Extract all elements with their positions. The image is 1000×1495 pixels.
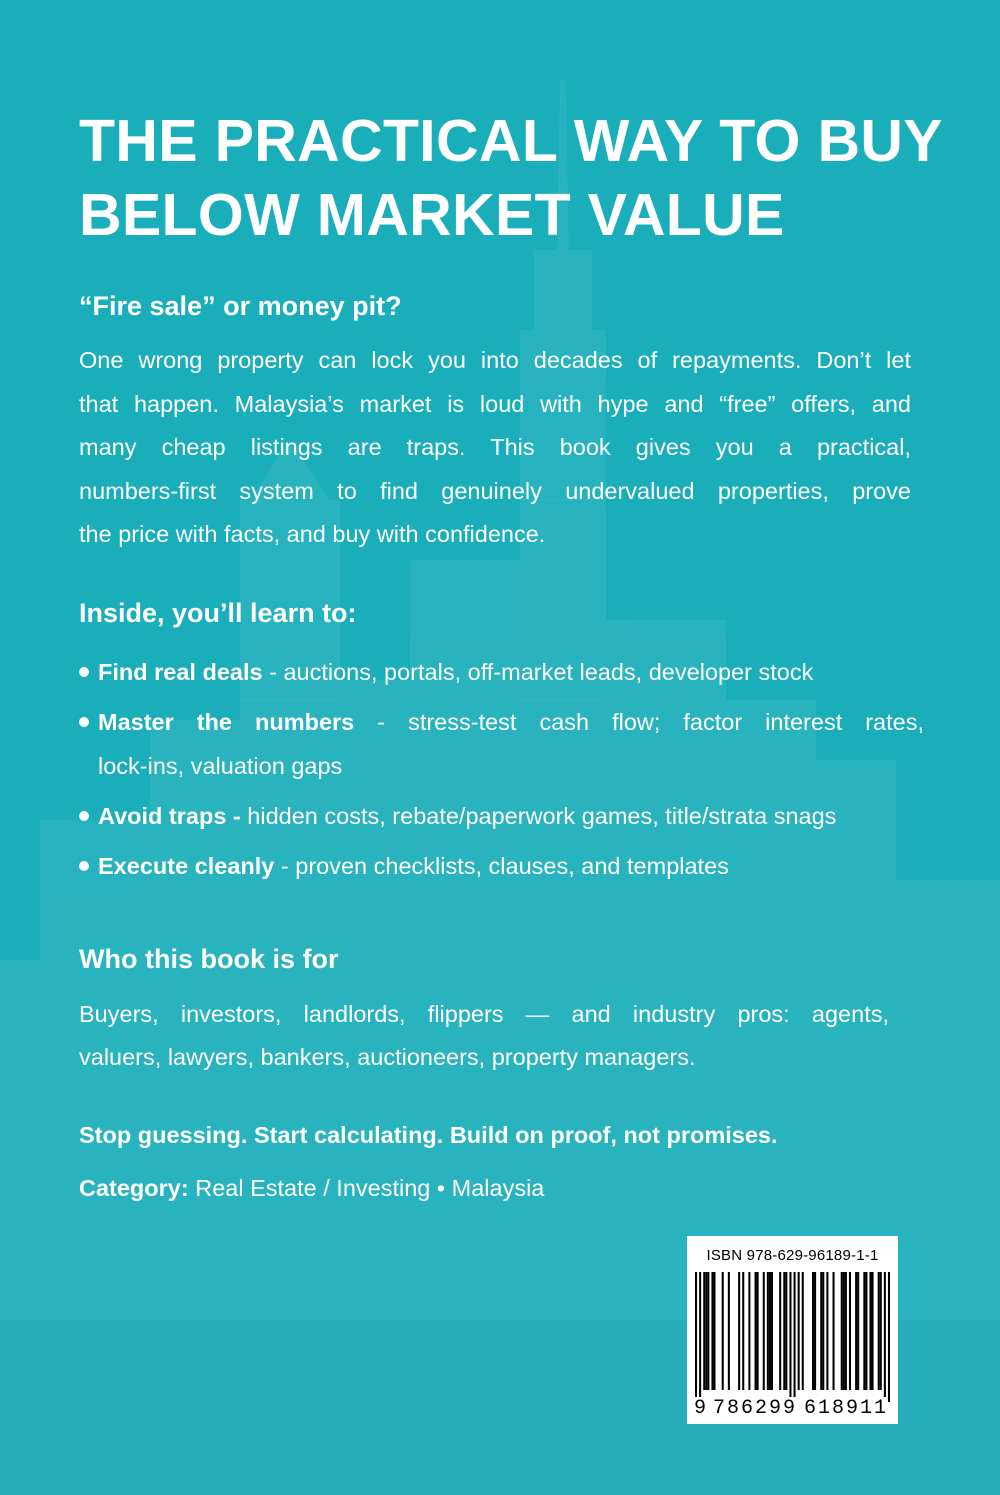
category-value: Real Estate / Investing • Malaysia bbox=[188, 1175, 545, 1201]
hook-heading: “Fire sale” or money pit? bbox=[79, 291, 402, 321]
list-item bbox=[79, 794, 924, 838]
headline-line: THE PRACTICAL WAY TO BUY bbox=[79, 108, 943, 174]
barcode-bar bbox=[763, 1272, 765, 1390]
barcode-bar bbox=[880, 1272, 882, 1390]
inside-heading: Inside, you’ll learn to: bbox=[79, 598, 357, 628]
barcode-bar bbox=[703, 1272, 705, 1390]
barcode-bar bbox=[888, 1272, 890, 1402]
tagline: Stop guessing. Start calculating. Build on proof, not promises. bbox=[79, 1122, 778, 1148]
barcode-bar bbox=[849, 1272, 851, 1390]
bullet-text: hidden costs, rebate/paperwork games, title/strata snags bbox=[240, 803, 837, 829]
category-line bbox=[79, 1172, 544, 1204]
barcode-bar bbox=[812, 1272, 814, 1390]
audience-line: Buyers, investors, landlords, flippers — and industry pros: agents, bbox=[79, 1001, 889, 1027]
bullet-bold: Master the numbers bbox=[98, 709, 355, 735]
barcode-digit: 1 bbox=[818, 1397, 831, 1420]
list-item bbox=[79, 844, 924, 888]
barcode-digit: 6 bbox=[804, 1397, 817, 1420]
intro-line: that happen. Malaysia’s market is loud with hype and “free” offers, and bbox=[79, 390, 911, 417]
barcode-digit: 2 bbox=[755, 1397, 768, 1420]
barcode-bar bbox=[798, 1272, 800, 1390]
intro-line: many cheap listings are traps. This book gives you a practical, bbox=[79, 434, 911, 461]
barcode-bar bbox=[713, 1272, 715, 1390]
barcode-bar bbox=[872, 1272, 874, 1390]
bullet-bold: Avoid traps - bbox=[98, 803, 241, 829]
barcode-bar bbox=[767, 1272, 769, 1390]
cover-headline bbox=[79, 104, 943, 252]
bullet-dot-icon bbox=[79, 667, 89, 677]
barcode-bar bbox=[845, 1272, 847, 1390]
barcode-bar bbox=[755, 1272, 757, 1390]
barcode-bar bbox=[779, 1272, 781, 1390]
barcode-bar bbox=[826, 1272, 828, 1390]
barcode-bar bbox=[711, 1272, 713, 1390]
barcode-bar bbox=[695, 1272, 697, 1402]
barcode-digit: 9 bbox=[846, 1397, 859, 1420]
barcode-bar bbox=[771, 1272, 773, 1390]
intro-paragraph bbox=[79, 339, 911, 557]
barcode-bar bbox=[722, 1272, 724, 1390]
isbn-barcode bbox=[687, 1236, 898, 1424]
audience-heading: Who this book is for bbox=[79, 944, 339, 974]
list-item bbox=[79, 700, 924, 788]
barcode-bar bbox=[748, 1272, 750, 1390]
bullet-bold: Execute cleanly bbox=[98, 853, 275, 879]
barcode-digit: 9 bbox=[694, 1397, 707, 1420]
barcode-digit: 6 bbox=[741, 1397, 754, 1420]
barcode-bar bbox=[857, 1272, 859, 1390]
audience-line: valuers, lawyers, bankers, auctioneers, property managers. bbox=[79, 1044, 696, 1070]
barcode-bar bbox=[865, 1272, 867, 1390]
audience-paragraph bbox=[79, 993, 889, 1079]
barcode-bar bbox=[820, 1272, 822, 1390]
barcode-bar bbox=[822, 1272, 824, 1390]
barcode-digit: 8 bbox=[727, 1397, 740, 1420]
barcode-digit: 8 bbox=[832, 1397, 845, 1420]
intro-line: the price with facts, and buy with confidence. bbox=[79, 521, 546, 548]
bullet-text: - auctions, portals, off-market leads, developer stock bbox=[262, 659, 814, 685]
barcode-bar bbox=[705, 1272, 707, 1390]
barcode-bar bbox=[802, 1272, 804, 1390]
barcode-bar bbox=[814, 1272, 816, 1390]
barcode-bar bbox=[884, 1272, 886, 1402]
barcode-bar bbox=[841, 1272, 843, 1390]
barcode-bar bbox=[833, 1272, 835, 1390]
bullet-bold: Find real deals bbox=[98, 659, 263, 685]
barcode-bar bbox=[742, 1272, 744, 1390]
bullet-continuation: lock-ins, valuation gaps bbox=[98, 753, 343, 779]
barcode-bar bbox=[855, 1272, 857, 1390]
barcode-bar bbox=[878, 1272, 880, 1390]
barcode-digit: 9 bbox=[783, 1397, 796, 1420]
barcode-bar bbox=[757, 1272, 759, 1390]
intro-line: One wrong property can lock you into decades of repayments. Don’t let bbox=[79, 347, 911, 373]
barcode-bar bbox=[728, 1272, 730, 1390]
barcode-digit: 1 bbox=[860, 1397, 873, 1420]
isbn-text: ISBN 978-629-96189-1-1 bbox=[706, 1247, 879, 1264]
barcode-bar bbox=[794, 1272, 796, 1402]
barcode-digit: 1 bbox=[874, 1397, 887, 1420]
bullet-dot-icon bbox=[79, 811, 89, 821]
barcode-digit: 7 bbox=[713, 1397, 726, 1420]
barcode-bars bbox=[695, 1272, 890, 1402]
barcode-bar bbox=[769, 1272, 771, 1390]
barcode-bar bbox=[789, 1272, 791, 1402]
barcode-digit: 9 bbox=[769, 1397, 782, 1420]
barcode-bar bbox=[785, 1272, 787, 1390]
barcode-digits bbox=[693, 1397, 892, 1421]
category-label: Category: bbox=[79, 1175, 189, 1201]
headline-line: BELOW MARKET VALUE bbox=[79, 182, 785, 248]
barcode-bar bbox=[783, 1272, 785, 1390]
barcode-bar bbox=[707, 1272, 709, 1390]
barcode-bar bbox=[843, 1272, 845, 1390]
list-item bbox=[79, 650, 924, 694]
bullet-dot-icon bbox=[79, 861, 89, 871]
bullet-text: - proven checklists, clauses, and templates bbox=[274, 853, 729, 879]
learning-list bbox=[79, 650, 924, 894]
bullet-text: - stress-test cash flow; factor interest rates, bbox=[354, 709, 924, 735]
barcode-bar bbox=[863, 1272, 865, 1390]
bullet-dot-icon bbox=[79, 717, 89, 727]
intro-line: numbers-first system to find genuinely undervalued properties, prove bbox=[79, 477, 911, 504]
barcode-bar bbox=[699, 1272, 701, 1402]
barcode-bar bbox=[738, 1272, 740, 1390]
barcode-bar bbox=[869, 1272, 871, 1390]
